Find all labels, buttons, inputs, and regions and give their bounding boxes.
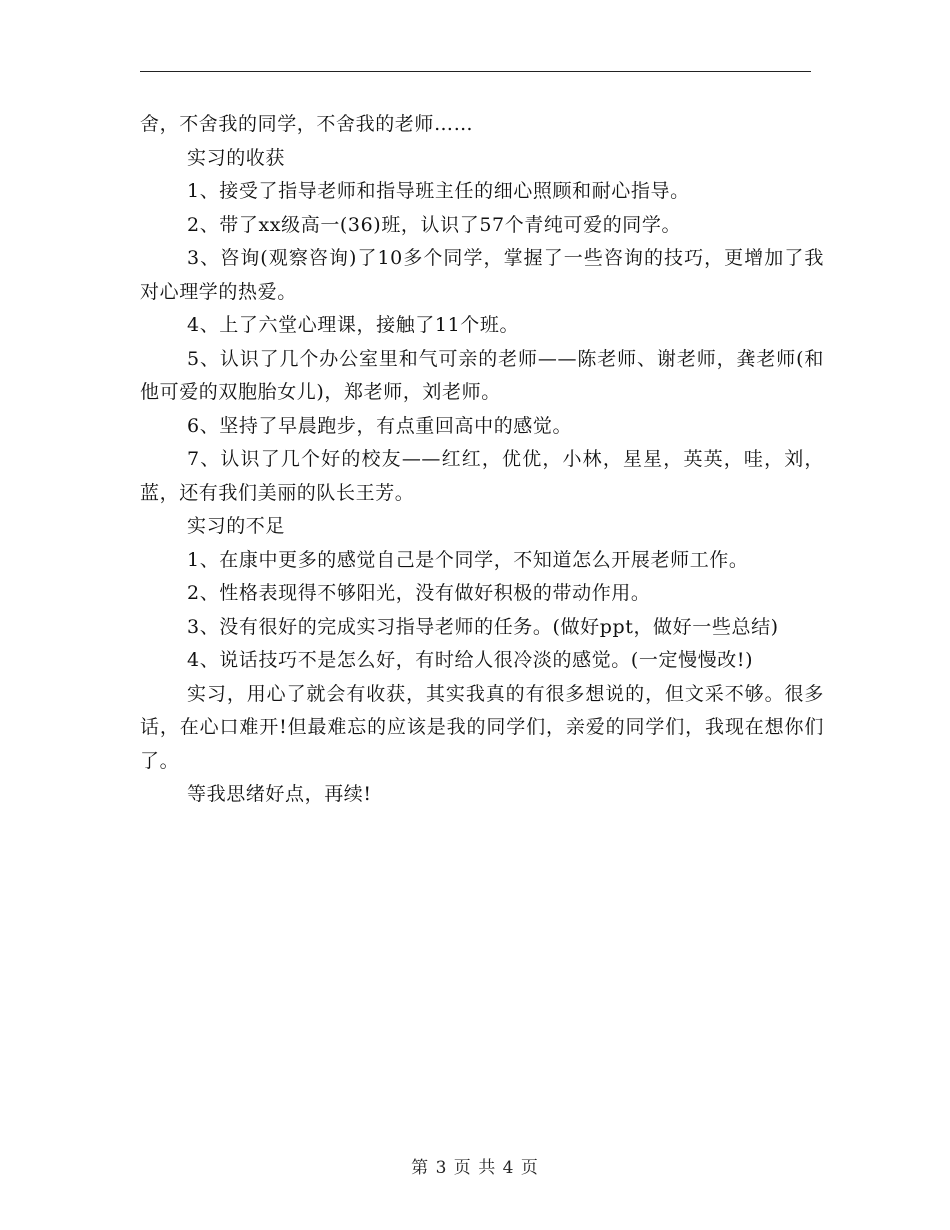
header-rule: [140, 71, 811, 72]
paragraph-closing: 等我思绪好点，再续!: [187, 783, 372, 805]
paragraph-conclusion: 实习，用心了就会有收获，其实我真的有很多想说的，但文采不够。很多话，在心口难开!但最难忘的应该是我的同学们，亲爱的同学们，我现在想你们了。: [140, 682, 824, 772]
body-text: [140, 108, 824, 812]
paragraph-shortcoming-2: 2、性格表现得不够阳光，没有做好积极的带动作用。: [187, 582, 651, 604]
paragraph-shortcoming-4: 4、说话技巧不是怎么好，有时给人很冷淡的感觉。(一定慢慢改!): [187, 649, 754, 671]
paragraph-shortcoming-3: 3、没有很好的完成实习指导老师的任务。(做好ppt，做好一些总结): [187, 615, 779, 638]
paragraph-gain-1: 1、接受了指导老师和指导班主任的细心照顾和耐心指导。: [187, 180, 690, 202]
paragraph-gain-3: 3、咨询(观察咨询)了10多个同学，掌握了一些咨询的技巧，更增加了我对心理学的热爱。: [140, 247, 824, 303]
paragraph-gain-4: 4、上了六堂心理课，接触了11个班。: [187, 314, 520, 336]
paragraph-shortcoming-1: 1、在康中更多的感觉自己是个同学，不知道怎么开展老师工作。: [187, 548, 749, 571]
paragraph-continuation: 舍，不舍我的同学，不舍我的老师……: [140, 113, 474, 135]
paragraph-gain-2: 2、带了xx级高一(36)班，认识了57个青纯可爱的同学。: [187, 213, 682, 236]
paragraph-gain-5: 5、认识了几个办公室里和气可亲的老师——陈老师、谢老师，龚老师(和他可爱的双胞胎女儿)，郑老师，刘老师。: [140, 347, 824, 403]
paragraph-gain-6: 6、坚持了早晨跑步，有点重回高中的感觉。: [187, 414, 573, 437]
heading-shortcomings: 实习的不足: [187, 515, 286, 537]
page-number-footer: 第 3 页 共 4 页: [411, 1158, 539, 1178]
paragraph-gain-7: 7、认识了几个好的校友——红红，优优，小林，星星，英英，哇，刘，蓝，还有我们美丽的队长王芳。: [140, 448, 824, 504]
heading-gains: 实习的收获: [187, 146, 286, 169]
